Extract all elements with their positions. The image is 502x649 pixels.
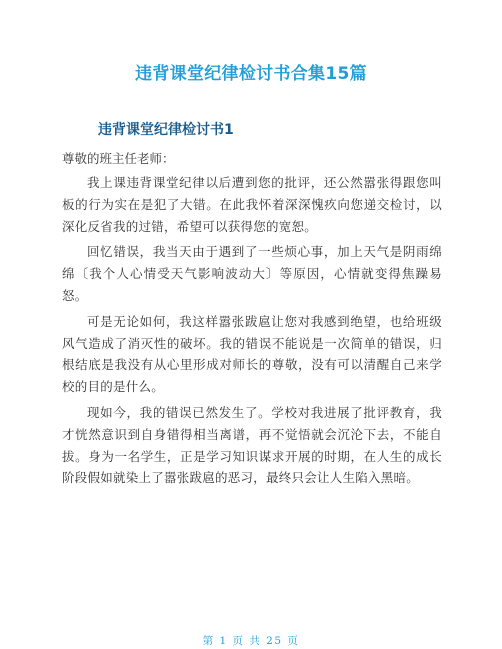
page-title: 违背课堂纪律检讨书合集15篇 [135,64,367,84]
paragraph-3: 可是无论如何，我这样嚣张跋扈让您对我感到绝望，也给班级风气造成了消灭性的破坏。我的错误不能说是一次简单的错误，归根结底是我没有从心里形成对师长的尊敬，没有可以清醒自己来学校的目的是什么。 [62,313,442,395]
paragraph-1: 我上课违背课堂纪律以后遭到您的批评，还公然嚣张得跟您叫板的行为实在是犯了大错。在此我怀着深深愧疚向您递交检讨，以深化反省我的过错，希望可以获得您的宽恕。 [62,175,442,234]
salutation: 尊敬的班主任老师： [62,151,175,166]
paragraph-2: 回忆错误，我当天由于遇到了一些烦心事，加上天气是阴雨绵绵〔我个人心情受天气影响波动大〕等原因，心情就变得焦躁易怒。 [62,244,442,303]
page-footer: 第 1 页 共 25 页 [202,635,300,647]
paragraph-4: 现如今，我的错误已然发生了。学校对我进展了批评教育，我才恍然意识到自身错得相当离谱，再不觉悟就会沉沦下去，不能自拔。身为一名学生，正是学习知识谋求开展的时期，在人生的成长阶段假如就染上了嚣张跋扈的恶习，最终只会让人生陷入黑暗。 [62,404,442,486]
document-body [62,148,442,493]
section-title: 违背课堂纪律检讨书1 [98,122,234,138]
